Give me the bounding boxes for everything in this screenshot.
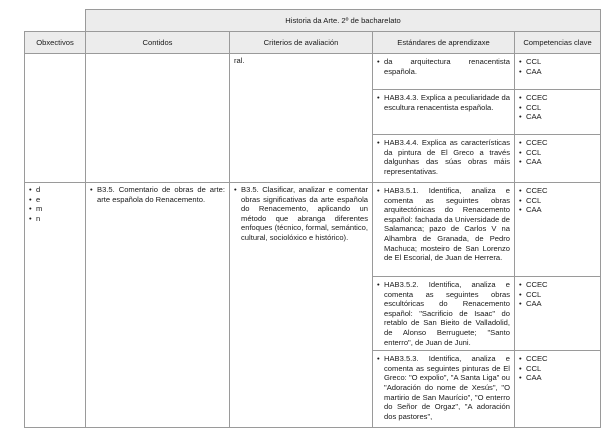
competences-cell <box>515 90 601 135</box>
competence-item: • CCEC <box>519 280 596 290</box>
standard-text: • HAB3.5.1. Identifica, analiza e comenta as seguintes obras arquitectónicas do Renacemento español: fachada da Universidade de Salamanca; pazo de Carlos V na Alhambra de Granada, de Pedro Machuca; mosteiro de San Lorenzo de El Escorial, de Juan de Herrera. <box>377 186 510 263</box>
standard-cell <box>373 277 515 351</box>
table-row <box>25 54 601 90</box>
criteria-cell <box>230 54 373 183</box>
standard-cell <box>373 135 515 183</box>
content-item: • B3.5. Comentario de obras de arte: arte española do Renacemento. <box>90 185 225 204</box>
objective-item: • n <box>29 214 81 224</box>
standard-cell <box>373 183 515 277</box>
competence-item: • CAA <box>519 373 596 383</box>
competence-item: • CCEC <box>519 93 596 103</box>
competences-cell <box>515 54 601 90</box>
competences-cell <box>515 351 601 428</box>
standard-text: • HAB3.5.3. Identifica, analiza e comenta as seguintes pinturas de El Greco: "O expolio", "A Santa Liga" ou "Adoración do nome de Xesús", "O martirio de San Maurício", "O enterro do Señor de Orgaz", "A adoración dos pastores", <box>377 354 510 421</box>
contents-cell <box>86 183 230 428</box>
competences-cell <box>515 183 601 277</box>
competence-item: • CAA <box>519 299 596 309</box>
competence-item: • CAA <box>519 205 596 215</box>
competence-item: • CCL <box>519 148 596 158</box>
competence-item: • CCL <box>519 103 596 113</box>
competence-item: • CAA <box>519 112 596 122</box>
standard-text: • HAB3.4.4. Explica as características da pintura de El Greco a través dalgunhas das súas obras máis representativas. <box>377 138 510 176</box>
criterion-text: ral. <box>234 56 245 65</box>
competence-item: • CCEC <box>519 138 596 148</box>
objective-item: • m <box>29 204 81 214</box>
col-header-competences: Competencias clave <box>515 32 601 54</box>
standard-text: • HAB3.4.3. Explica a peculiaridade da escultura renacentista española. <box>377 93 510 112</box>
col-header-standards: Estándares de aprendizaxe <box>373 32 515 54</box>
objectives-cell <box>25 54 86 183</box>
competence-item: • CAA <box>519 67 596 77</box>
contents-cell <box>86 54 230 183</box>
col-header-contents: Contidos <box>86 32 230 54</box>
criterion-item: • B3.5. Clasificar, analizar e comentar obras significativas da arte española do Renacemento, aplicando un método que abranga diferentes enfoques (técnico, formal, semántico, cultural, sociolóxico e histórico). <box>234 185 368 243</box>
objective-item: • e <box>29 195 81 205</box>
competence-item: • CCL <box>519 290 596 300</box>
competence-item: • CCEC <box>519 186 596 196</box>
table-title: Historia da Arte. 2º de bacharelato <box>86 10 601 32</box>
corner-cell <box>25 10 86 32</box>
criteria-cell <box>230 183 373 428</box>
objective-item: • d <box>29 185 81 195</box>
objectives-cell <box>25 183 86 428</box>
competence-item: • CCL <box>519 196 596 206</box>
competences-cell <box>515 277 601 351</box>
col-header-criteria: Criterios de avaliación <box>230 32 373 54</box>
title-row <box>25 10 601 32</box>
standard-cell <box>373 54 515 90</box>
competence-item: • CCL <box>519 57 596 67</box>
col-header-objectives: Obxectivos <box>25 32 86 54</box>
standard-text: • HAB3.5.2. Identifica, analiza e comenta as seguintes obras escultóricas do Renacemento español: "Sacrificio de Isaac" do retablo de San Bieito de Valladolid, de Alonso Berruguete; "Santo enterro", de Juan de Juni. <box>377 280 510 347</box>
competence-item: • CCEC <box>519 354 596 364</box>
header-row <box>25 32 601 54</box>
competence-item: • CCL <box>519 364 596 374</box>
standard-cell <box>373 90 515 135</box>
curriculum-table <box>24 9 601 428</box>
standard-text: • da arquitectura renacentista española. <box>377 57 510 76</box>
competence-item: • CAA <box>519 157 596 167</box>
competences-cell <box>515 135 601 183</box>
table-row <box>25 183 601 277</box>
standard-cell <box>373 351 515 428</box>
